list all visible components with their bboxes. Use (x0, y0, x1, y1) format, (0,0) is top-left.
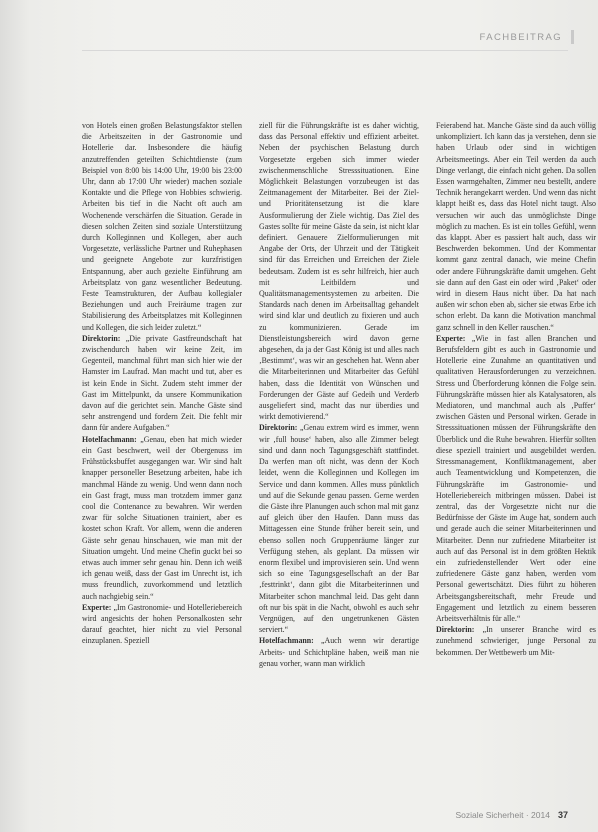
paragraph (82, 602, 242, 647)
paragraph (436, 624, 596, 658)
paragraph-text: „Die private Gastfreundschaft hat zwischendurch haben wir keine Zeit, im Gegenteil, manchmal führt man sich hier wie der Hamster im Laufrad. Man macht und tut, aber es ist kein Ende in Sicht. Zudem steht immer der Gast im Mittelpunkt, da unsere Kommunikation davon auf die gerichtet sein. Manche Gäste sind sehr anstrengend und fordern Zeit. Die fehlt mir dann für andere Aufgaben.“ (82, 333, 242, 433)
paragraph (82, 434, 242, 602)
speaker-label: Experte: (82, 602, 112, 612)
speaker-label: Direktorin: (259, 423, 298, 433)
page-footer (455, 810, 568, 820)
text-column-1 (82, 120, 242, 806)
paragraph-text: „Auch wenn wir derartige Arbeits- und Schichtpläne haben, weiß man nie genau vorher, wann man wirklich (259, 636, 419, 668)
paragraph (436, 120, 596, 333)
publication-name: Soziale Sicherheit · 2014 (455, 810, 550, 820)
paragraph (82, 120, 242, 333)
speaker-label: Experte: (436, 333, 466, 343)
paragraph (82, 333, 242, 434)
paragraph-text: „Genau extrem wird es immer, wenn wir ‚full house‘ haben, also alle Zimmer belegt sind und dann noch Tagungsgeschäft stattfindet. Da werfen man oft nicht, was denn der Koch leidet, wenn die Kolleginnen und Kollegen im Service und dann kommen. Alles muss pünktlich und auf die Sekunde genau passen. Gerne werden die Gäste ihre Planungen auch schon mal mit ganz auf gleich über den Haufen. Dann muss das Mittagessen eine Stunde früher bereit sein, und ebenso sollen noch Gruppenräume länger zur Verfügung stehen, als geplant. Da müssen wir enorm flexibel und improvisieren sein. Und wenn sich so eine Tagungsgesellschaft an der Bar ‚festtrinkt‘, dann gibt die Mitarbeiterinnen und Mitarbeiter schon manchmal leid. Das geht dann oft nur bis spät in die Nacht, obwohl es auch sehr Vergnügen, auf den ungetrunkenen Gästen serviert.“ (259, 423, 419, 635)
paragraph-text: „Wie in fast allen Branchen und Berufsfeldern gibt es auch in Gastronomie und Hotellerie eine Zunahme an quantitativen und qualitativen Herausforderungen zu verzeichnen. Stress und Überforderung können die Folge sein. Führungskräfte müssen hier als Katalysatoren, als Mediatoren, und manchmal auch als ‚Puffer‘ zwischen Gästen und Personal wirken. Gerade in Stresssituationen müssen der Führungskräfte den Überblick und die Ruhe bewahren. Hierfür sollten diese speziell trainiert und ausgebildet werden. Stressmanagement, Konfliktmanagement, aber auch Teamentwicklung und Kompetenzen, die Führungskräfte im Gastronomie- und Hotelleriebereich mitbringen müssen. Dabei ist zentral, das der Vorgesetzte nicht nur die Bedürfnisse der Gäste im Auge hat, sondern auch und gerade auch die seiner Mitarbeiterinnen und Mitarbeiter. Denn nur zufriedene Mitarbeiter ist auch auf das Personal ist in dem größten Hektik ein zufriedenstellender Wert oder eine zufriedenere Gäste ganz haben, werden vom Personal gewertschätzt. Dies führt zu höheren Arbeitsgangsbereitschaft, mehr Freude und Engagement und letztlich zu einem besseren Arbeitsverhältnis für alle.“ (436, 333, 596, 623)
text-column-3 (436, 120, 596, 806)
paragraph (259, 422, 419, 635)
speaker-label: Direktorin: (82, 333, 121, 343)
text-column-2 (259, 120, 419, 806)
paragraph-text: Feierabend hat. Manche Gäste sind da auch völlig unkompliziert. Ich kann das ja verstehen, denn sie haben Urlaub oder sind in wichtigen Arbeitsmeetings. Aber ein Teil werden da auch Dinge verlangt, die einfach nicht gehen. Da sollen Essen warmgehalten, Zimmer neu bestellt, andere Technik herangekarrt werden. Und wenn das nicht klappt heißt es, dass das Hotel nicht taugt. Also versuchen wir auch das unmöglichste Dinge möglich zu machen. Es ist ein tolles Gefühl, wenn das klappt. Aber es passiert halt auch, dass wir Beschwerden bekommen. Und der Kommentar kommt ganz zentral danach, wie meine Chefin oder andere Führungskräfte damit umgehen. Geht sie dann auf den Gast ein oder wird ‚Paket‘ oder wird in diesem Haus nicht über. Da hat nach außen wir schon eben ab, sicher sie etwas Erbe ich schon erlebt. Da kann die Motivation manchmal ganz schnell in den Keller rauschen.“ (436, 121, 596, 332)
paragraph-text: „In unserer Branche wird es zunehmend schwieriger, junge Personal zu bekommen. Der Wettbewerb um Mit- (436, 625, 596, 657)
speaker-label: Direktorin: (436, 625, 475, 635)
paragraph (436, 333, 596, 624)
paragraph-text: von Hotels einen großen Belastungsfaktor stellen die Arbeitszeiten in der Gastronomie und Hotellerie dar. Insbesondere die häufig anzutreffenden geteilten Schichtdienste (zum Beispiel von 8:00 bis 14:00 Uhr, 19:00 bis 23:00 Uhr, dann ab 17:00 Uhr wieder) machen soziale Kontakte und die Pflege von Hobbies schwierig. Arbeiten bis tief in die Nacht oft auch am Wochenende verschärfen die Situation. Gerade in diesen solchen Zeiten sind soziale Unterstützung durch Kolleginnen und Kollegen, aber auch Vorgesetzte, verlässliche Partner und Ruhephasen und geeignete Angebote zur kurzfristigen Entspannung, aber auch gezielte Einführung am Arbeitsplatz von ganz wesentlicher Bedeutung. Feste Teamstrukturen, der Aufbau kollegialer Beziehungen und auch Freiräume tragen zur Stabilisierung des Arbeitsplatzes mit Kolleginnen und Kollegen, die sich leider zuletzt.“ (82, 121, 242, 332)
paragraph-text: „Im Gastronomie- und Hotelleriebereich wird angesichts der hohen Personalkosten sehr darauf geachtet, hier nicht zu viel Personal einzuplanen. Speziell (82, 602, 242, 646)
speaker-label: Hotelfachmann: (82, 434, 137, 444)
page-number: 37 (557, 810, 568, 820)
paragraph-text: „Genau, eben hat mich wieder ein Gast beschwert, weil der Obergenuss im Frühstücksbuffet ausgegangen war. Wir sind halt knapper personeller Besetzung arbeiten, habe ich manchmal Hände zu wenig. Und wenn dann noch ein Gast fragt, muss man trotzdem immer ganz cool die Contenance zu bewahren. Wir werden zwar für solche Situationen trainiert, aber es kostet schon Kraft. Vor allem, wenn die anderen Gäste sehr genau hinschauen, wie man mit der Situation umgeht. Und meine Chefin guckt bei so etwas auch immer sehr genau hin. Denn ich weiß ich genau weiß, dass der Gast im Unrecht ist, ich muss freundlich, zuvorkommend und letztlich auch nachgiebig sein.“ (82, 434, 242, 601)
speaker-label: Hotelfachmann: (259, 636, 314, 646)
paragraph (259, 635, 419, 669)
header-rule (82, 50, 568, 51)
paragraph (259, 120, 419, 422)
section-tag: FACHBEITRAG (480, 32, 568, 43)
paragraph-text: ziell für die Führungskräfte ist es daher wichtig, dass das Personal effektiv und effizient arbeitet. Neben der psychischen Belastung durch Vorgesetzte ergeben sich immer wieder zwischenmenschliche Stresssituationen. Eine Möglichkeit Belastungen vorzubeugen ist das Zeitmanagement der Mitarbeiter. Bei der Ziel- und Prioritätensetzung ist die klare Ausformulierung der Ziele wichtig. Das Ziel des Gastes sollte für meine Gäste da sein, ist nicht klar definiert. Genauere Zielformulierungen mit Angabe der Orts, der Uhrzeit und der Tätigkeit sind für das Erreichen und Erreichen der Ziele bedeutsam. Zudem ist es sehr hilfreich, hier auch mit Leitbildern und Qualitätsmanagementsystemen zu arbeiten. Die Standards nach denen im Arbeitsalltag gehandelt wird sind klar und deutlich zu fixieren und auch zu kommunizieren. Gerade im Dienstleistungsbereich wird davon gerne abgesehen, da ja der Gast König ist und alles nach ‚Bestimmt‘, was wir an geschehen hat. Wenn aber die Mitarbeiterinnen und Mitarbeiter das Gefühl haben, dass die Identität von Wünschen und Forderungen der Gäste auf Gedeih und Verderb ausgeliefert sind, macht das nur überdies und wirkt demotivierend.“ (259, 121, 419, 422)
